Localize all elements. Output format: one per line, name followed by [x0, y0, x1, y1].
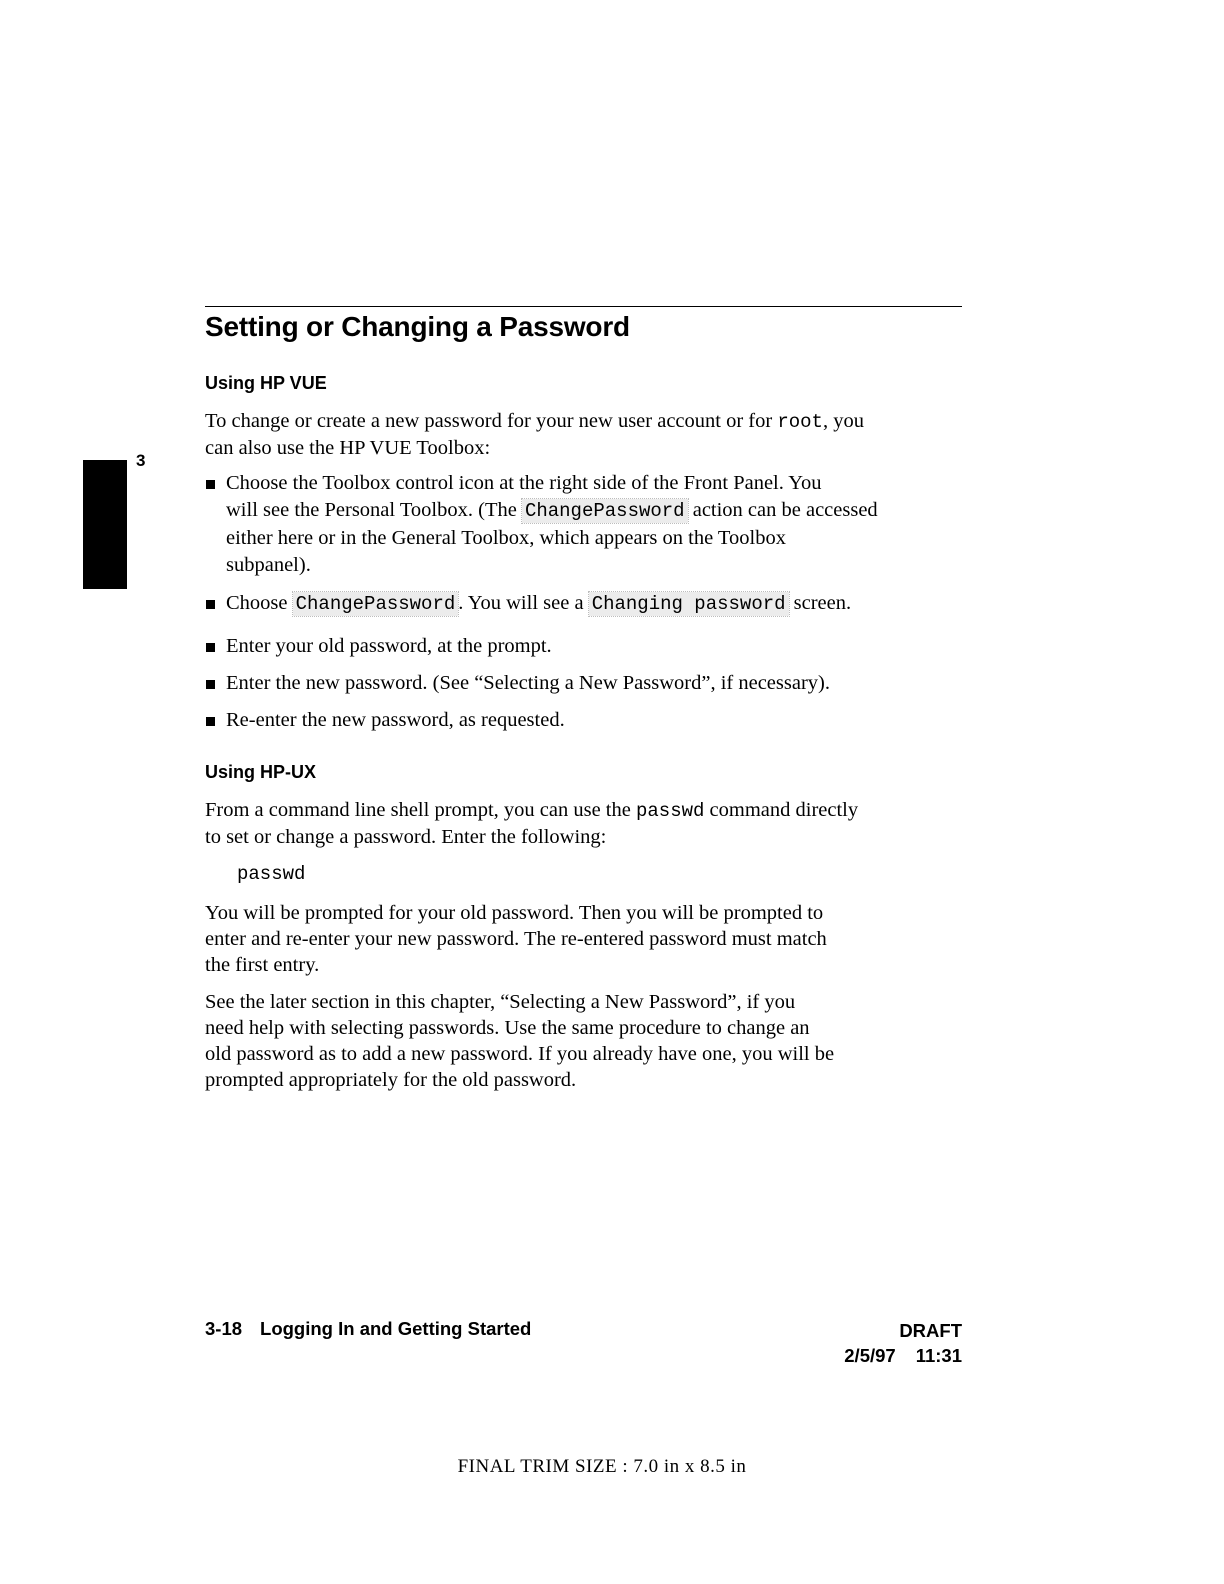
- changepassword-action-label: ChangePassword: [522, 499, 688, 523]
- chapter-tab-number: 3: [136, 451, 146, 470]
- hpux-intro-paragraph: From a command line shell prompt, you can use the passwd command directly to set or change a password. Enter the following:: [205, 799, 859, 848]
- section-title: Setting or Changing a Password: [205, 311, 630, 342]
- bullet-square-icon: [206, 600, 215, 609]
- bullet-square-icon: [206, 717, 215, 726]
- list-item: Re-enter the new password, as requested.: [205, 707, 975, 734]
- draft-label: DRAFT: [899, 1320, 962, 1341]
- inline-code-root: root: [777, 411, 823, 433]
- hpux-prompt-paragraph: You will be prompted for your old password. Then you will be prompted to enter and re-enter your new password. The re-entered password must match the first entry.: [205, 902, 827, 976]
- bullet-square-icon: [206, 480, 215, 489]
- subheading-hp-ux: Using HP-UX: [205, 762, 317, 782]
- list-item: Enter the new password. (See “Selecting a New Password”, if necessary).: [205, 670, 975, 697]
- inline-code-passwd: passwd: [635, 800, 705, 822]
- chapter-tab-marker: [83, 460, 127, 589]
- draft-stamp: [844, 1318, 962, 1368]
- page-footer: [205, 1318, 531, 1340]
- hpux-see-also-paragraph: See the later section in this chapter, “Selecting a New Password”, if you need help with selecting passwords. Use the same procedure to change an old password as to add a new password. If you already have one, you will be prompted appropriately for the old password.: [205, 991, 835, 1091]
- trim-size-note: FINAL TRIM SIZE : 7.0 in x 8.5 in: [457, 1456, 747, 1477]
- list-item: Choose ChangePassword . You will see a Changing password screen.: [205, 590, 975, 618]
- draft-date: 2/5/97: [844, 1345, 896, 1366]
- changepassword-action-label: ChangePassword: [293, 592, 459, 616]
- bullet-square-icon: [206, 680, 215, 689]
- text-line: To change or create a new password for your new user account or for root, you: [205, 410, 864, 433]
- text-line: can also use the HP VUE Toolbox:: [205, 437, 491, 459]
- subheading-hp-vue: Using HP VUE: [205, 373, 327, 393]
- changing-password-screen-label: Changing password: [589, 592, 789, 616]
- draft-time: 11:31: [915, 1345, 962, 1366]
- command-example: passwd: [237, 863, 306, 885]
- section-rule: [205, 306, 962, 307]
- list-item: Enter your old password, at the prompt.: [205, 633, 975, 660]
- page-number: 3-18: [205, 1318, 243, 1339]
- vue-intro-paragraph: [205, 408, 975, 461]
- list-item: Choose the Toolbox control icon at the right side of the Front Panel. You will see the Personal Toolbox. (The ChangePassword action can be accessed either here or in the General Toolbox, which appears on the Toolbox subpanel).: [205, 470, 975, 579]
- running-chapter-title: Logging In and Getting Started: [260, 1318, 532, 1339]
- bullet-square-icon: [206, 643, 215, 652]
